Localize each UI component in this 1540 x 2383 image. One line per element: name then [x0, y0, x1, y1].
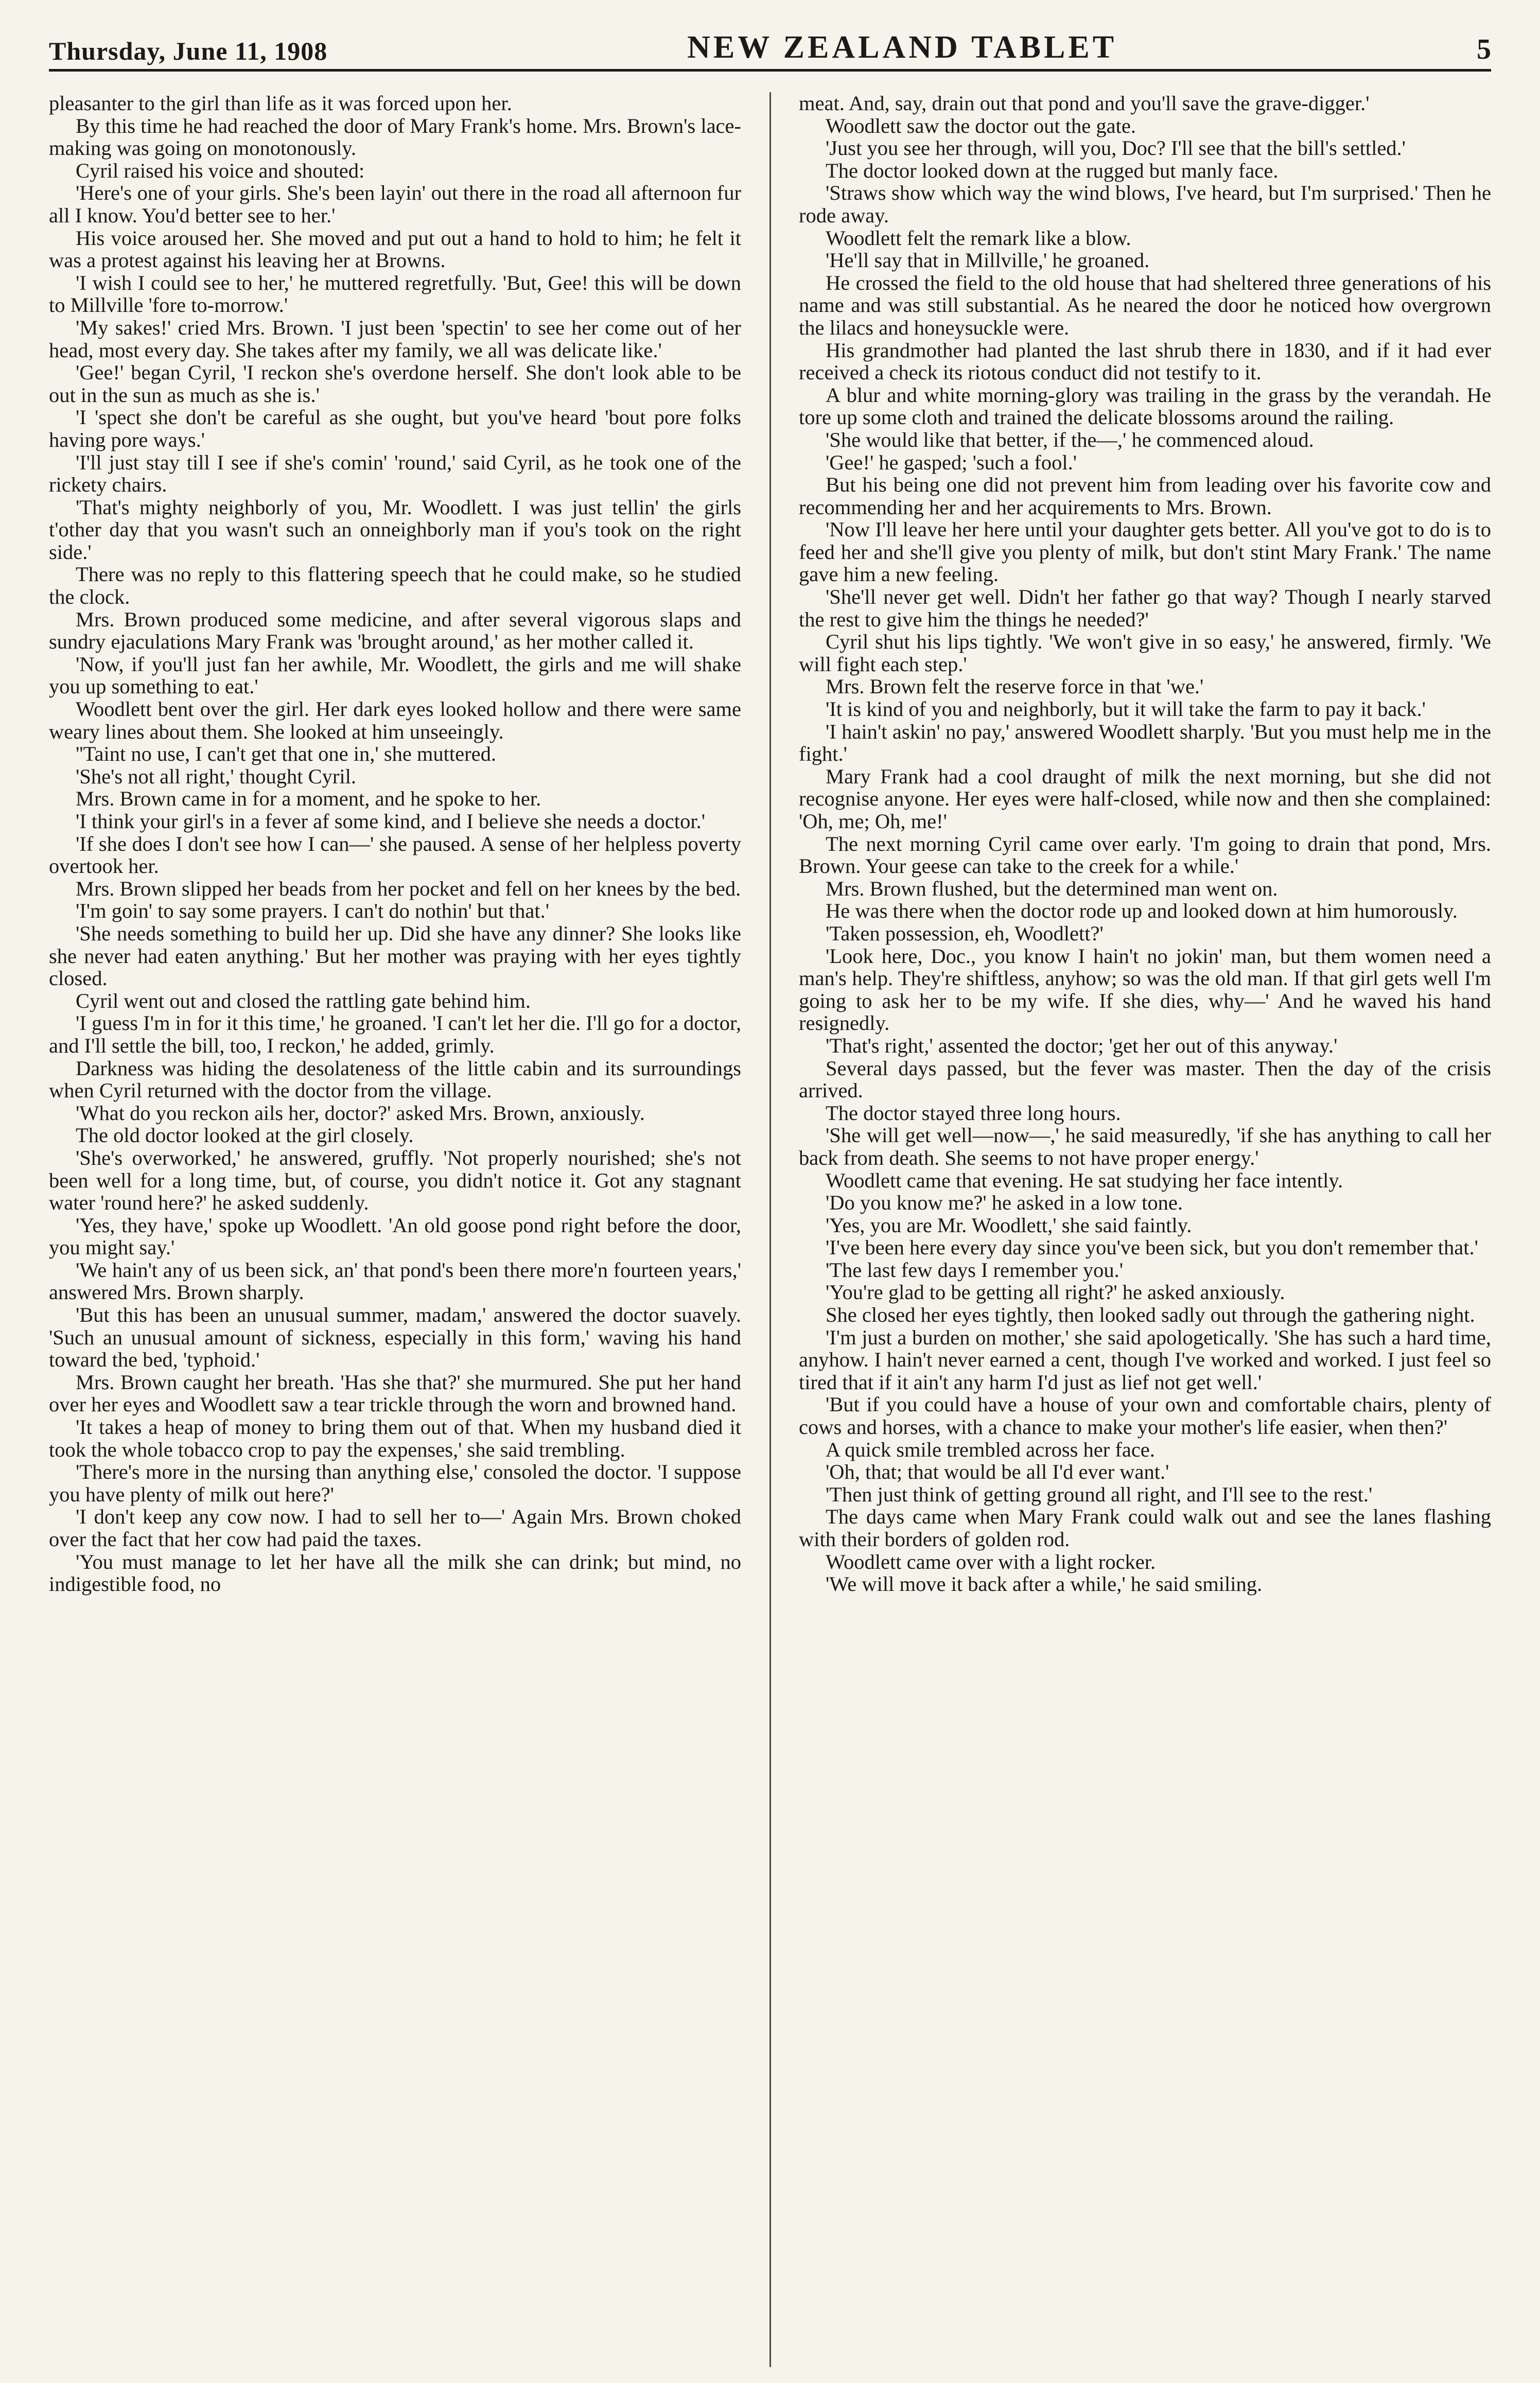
- paragraph: 'But if you could have a house of your own and comfortable chairs, plenty of cows and horses, with a chance to make your mother's life easier, when then?': [799, 1393, 1491, 1439]
- paragraph: His grandmother had planted the last shrub there in 1830, and if it had ever received a check its riotous conduct did not testify to it.: [799, 338, 1491, 384]
- paragraph: pleasanter to the girl than life as it was forced upon her.: [49, 92, 512, 115]
- paragraph: 'Look here, Doc., you know I hain't no jokin' man, but them women need a man's help. They're shiftless, anyhow; so was the old man. If that girl gets well I'm going to ask her to be my wife. If she dies, why—' And he waved his hand resignedly.: [799, 944, 1491, 1035]
- paragraph: The doctor looked down at the rugged but manly face.: [826, 159, 1279, 182]
- paragraph: 'Do you know me?' he asked in a low tone.: [826, 1191, 1183, 1215]
- text-columns: [49, 92, 1491, 2367]
- page-header: [49, 30, 1491, 72]
- paragraph: But his being one did not prevent him from leading over his favorite cow and recommending her and her acquirements to Mrs. Brown.: [799, 473, 1491, 519]
- paragraph: 'There's more in the nursing than anything else,' consoled the doctor. 'I suppose you have plenty of milk out here?': [49, 1460, 741, 1506]
- masthead-title: NEW ZEALAND TABLET: [687, 30, 1117, 65]
- paragraph: 'If she does I don't see how I can—' she paused. A sense of her helpless poverty overtook her.: [49, 832, 741, 878]
- paragraph: Woodlett bent over the girl. Her dark eyes looked hollow and there were same weary lines about them. She looked at him unseeingly.: [49, 697, 741, 743]
- paragraph: 'Oh, that; that would be all I'd ever want.': [826, 1460, 1169, 1484]
- paragraph: 'She's not all right,' thought Cyril.: [76, 764, 357, 788]
- paragraph: 'The last few days I remember you.': [826, 1258, 1124, 1282]
- paragraph: 'We will move it back after a while,' he said smiling.: [826, 1572, 1263, 1596]
- paragraph: He crossed the field to the old house that had sheltered three generations of his name and was still substantial. As he neared the door he noticed how overgrown the lilacs and honeysuckle were.: [799, 271, 1491, 339]
- paragraph: 'I don't keep any cow now. I had to sell her to—' Again Mrs. Brown choked over the fact that her cow had paid the taxes.: [49, 1505, 741, 1551]
- paragraph: A quick smile trembled across her face.: [826, 1438, 1155, 1461]
- paragraph: 'I 'spect she don't be careful as she ought, but you've heard 'bout pore folks having pore ways.': [49, 406, 741, 451]
- column-divider: [769, 92, 771, 2367]
- paragraph: 'You're glad to be getting all right?' he asked anxiously.: [826, 1281, 1285, 1304]
- paragraph: 'Then just think of getting ground all right, and I'll see to the rest.': [826, 1482, 1373, 1506]
- paragraph: The doctor stayed three long hours.: [826, 1101, 1121, 1125]
- paragraph: 'What do you reckon ails her, doctor?' asked Mrs. Brown, anxiously.: [76, 1101, 645, 1125]
- paragraph: 'I wish I could see to her,' he muttered regretfully. 'But, Gee! this will be down to Millville 'fore to-morrow.': [49, 271, 741, 317]
- paragraph: Mrs. Brown came in for a moment, and he spoke to her.: [76, 787, 541, 811]
- paragraph: He was there when the doctor rode up and looked down at him humorously.: [826, 899, 1458, 923]
- paragraph: Mrs. Brown caught her breath. 'Has she that?' she murmured. She put her hand over her eyes and Woodlett saw a tear trickle through the worn and browned hand.: [49, 1370, 741, 1416]
- left-column: [49, 92, 741, 2367]
- paragraph: 'She would like that better, if the—,' he commenced aloud.: [826, 428, 1314, 451]
- paragraph: Cyril raised his voice and shouted:: [76, 159, 365, 182]
- paragraph: Cyril went out and closed the rattling gate behind him.: [76, 989, 531, 1012]
- paragraph: 'Yes, they have,' spoke up Woodlett. 'An old goose pond right before the door, you might say.': [49, 1213, 741, 1259]
- paragraph: Woodlett came over with a light rocker.: [826, 1550, 1156, 1573]
- paragraph: 'I've been here every day since you've been sick, but you don't remember that.': [826, 1236, 1478, 1259]
- paragraph: 'Now I'll leave her here until your daughter gets better. All you've got to do is to feed her and she'll give you plenty of milk, but don't stint Mary Frank.' The name gave him a new feeling.: [799, 518, 1491, 586]
- paragraph: 'I think your girl's in a fever af some kind, and I believe she needs a doctor.': [76, 810, 706, 833]
- paragraph: Woodlett came that evening. He sat studying her face intently.: [826, 1168, 1343, 1192]
- paragraph: ''Taint no use, I can't get that one in,' she muttered.: [76, 742, 497, 766]
- paragraph: 'She will get well—now—,' he said measuredly, 'if she has anything to call her back from death. She seems to not have proper energy.': [799, 1124, 1491, 1169]
- paragraph: 'I'm just a burden on mother,' she said apologetically. 'She has such a hard time, anyhow. I hain't never earned a cent, though I've worked and worked. I just feel so tired that if it ain't any harm I'd just as lief not get well.': [799, 1325, 1491, 1394]
- paragraph: Cyril shut his lips tightly. 'We won't give in so easy,' he answered, firmly. 'We will fight each step.': [799, 630, 1491, 676]
- paragraph: 'Taken possession, eh, Woodlett?': [826, 921, 1104, 945]
- paragraph: 'I'm goin' to say some prayers. I can't do nothin' but that.': [76, 899, 549, 923]
- paragraph: 'We hain't any of us been sick, an' that pond's been there more'n fourteen years,' answered Mrs. Brown sharply.: [49, 1258, 741, 1304]
- paragraph: She closed her eyes tightly, then looked sadly out through the gathering night.: [826, 1303, 1475, 1327]
- paragraph: There was no reply to this flattering speech that he could make, so he studied the clock.: [49, 563, 741, 609]
- paragraph: 'Gee!' began Cyril, 'I reckon she's overdone herself. She don't look able to be out in the sun as much as she is.': [49, 361, 741, 407]
- paragraph: Several days passed, but the fever was master. Then the day of the crisis arrived.: [799, 1056, 1491, 1102]
- paragraph: Mrs. Brown flushed, but the determined man went on.: [826, 877, 1278, 900]
- paragraph: 'Straws show which way the wind blows, I've heard, but I'm surprised.' Then he rode away.: [799, 181, 1491, 227]
- paragraph: The old doctor looked at the girl closely.: [76, 1124, 414, 1147]
- paragraph: A blur and white morning-glory was trailing in the grass by the verandah. He tore up some cloth and trained the delicate blossoms around the railing.: [799, 383, 1491, 429]
- paragraph: 'I hain't askin' no pay,' answered Woodlett sharply. 'But you must help me in the fight.': [799, 720, 1491, 766]
- paragraph: By this time he had reached the door of Mary Frank's home. Mrs. Brown's lace-making was going on monotonously.: [49, 114, 741, 160]
- paragraph: 'It takes a heap of money to bring them out of that. When my husband died it took the whole tobacco crop to pay the expenses,' she said trembling.: [49, 1415, 741, 1461]
- page-number: 5: [1477, 33, 1491, 65]
- paragraph: 'She's overworked,' he answered, gruffly. 'Not properly nourished; she's not been well for a long time, but, of course, you didn't notice it. Got any stagnant water 'round here?' he asked suddenly.: [49, 1146, 741, 1215]
- paragraph: 'She needs something to build her up. Did she have any dinner? She looks like she never had eaten anything.' But her mother was praying with her eyes tightly closed.: [49, 921, 741, 990]
- paragraph: Mrs. Brown felt the reserve force in that 'we.': [826, 675, 1204, 698]
- paragraph: 'Here's one of your girls. She's been layin' out there in the road all afternoon fur all I know. You'd better see to her.': [49, 181, 741, 227]
- paragraph: The next morning Cyril came over early. 'I'm going to drain that pond, Mrs. Brown. Your geese can take to the creek for a while.': [799, 832, 1491, 878]
- paragraph: Mrs. Brown slipped her beads from her pocket and fell on her knees by the bed.: [76, 877, 741, 900]
- paragraph: Darkness was hiding the desolateness of the little cabin and its surroundings when Cyril returned with the doctor from the village.: [49, 1056, 741, 1102]
- paragraph: meat. And, say, drain out that pond and you'll save the grave-digger.': [799, 92, 1370, 115]
- paragraph: 'He'll say that in Millville,' he groaned.: [826, 249, 1150, 272]
- issue-date: Thursday, June 11, 1908: [49, 37, 328, 65]
- paragraph: Mary Frank had a cool draught of milk the next morning, but she did not recognise anyone. Her eyes were half-closed, while now and then she complained: 'Oh, me; Oh, me!': [799, 764, 1491, 833]
- paragraph: 'You must manage to let her have all the milk she can drink; but mind, no indigestible food, no: [49, 1550, 741, 1596]
- paragraph: 'But this has been an unusual summer, madam,' answered the doctor suavely. 'Such an unusual amount of sickness, especially in this form,' waving his hand toward the bed, 'typhoid.': [49, 1303, 741, 1372]
- paragraph: 'Just you see her through, will you, Doc? I'll see that the bill's settled.': [826, 136, 1406, 160]
- paragraph: 'Yes, you are Mr. Woodlett,' she said faintly.: [826, 1213, 1192, 1237]
- paragraph: Woodlett felt the remark like a blow.: [826, 226, 1131, 250]
- paragraph: 'Now, if you'll just fan her awhile, Mr. Woodlett, the girls and me will shake you up something to eat.': [49, 652, 741, 698]
- paragraph: His voice aroused her. She moved and put out a hand to hold to him; he felt it was a protest against his leaving her at Browns.: [49, 226, 741, 272]
- paragraph: Woodlett saw the doctor out the gate.: [826, 114, 1136, 137]
- paragraph: 'She'll never get well. Didn't her father go that way? Though I nearly starved the rest to give him the things he needed?': [799, 585, 1491, 631]
- paragraph: 'That's mighty neighborly of you, Mr. Woodlett. I was just tellin' the girls t'other day that you wasn't such an onneighborly man if you's took on the right side.': [49, 495, 741, 564]
- paragraph: 'It is kind of you and neighborly, but it will take the farm to pay it back.': [826, 697, 1426, 721]
- paragraph: 'I guess I'm in for it this time,' he groaned. 'I can't let her die. I'll go for a doctor, and I'll settle the bill, too, I reckon,' he added, grimly.: [49, 1011, 741, 1057]
- paragraph: Mrs. Brown produced some medicine, and after several vigorous slaps and sundry ejaculations Mary Frank was 'brought around,' as her mother called it.: [49, 607, 741, 654]
- paragraph: 'That's right,' assented the doctor; 'get her out of this anyway.': [826, 1033, 1338, 1057]
- right-column: [799, 92, 1491, 2367]
- paragraph: 'My sakes!' cried Mrs. Brown. 'I just been 'spectin' to see her come out of her head, most every day. She takes after my family, we all was delicate like.': [49, 316, 741, 362]
- paragraph: 'Gee!' he gasped; 'such a fool.': [826, 450, 1077, 474]
- paragraph: 'I'll just stay till I see if she's comin' 'round,' said Cyril, as he took one of the rickety chairs.: [49, 450, 741, 497]
- paragraph: The days came when Mary Frank could walk out and see the lanes flashing with their borders of golden rod.: [799, 1505, 1491, 1551]
